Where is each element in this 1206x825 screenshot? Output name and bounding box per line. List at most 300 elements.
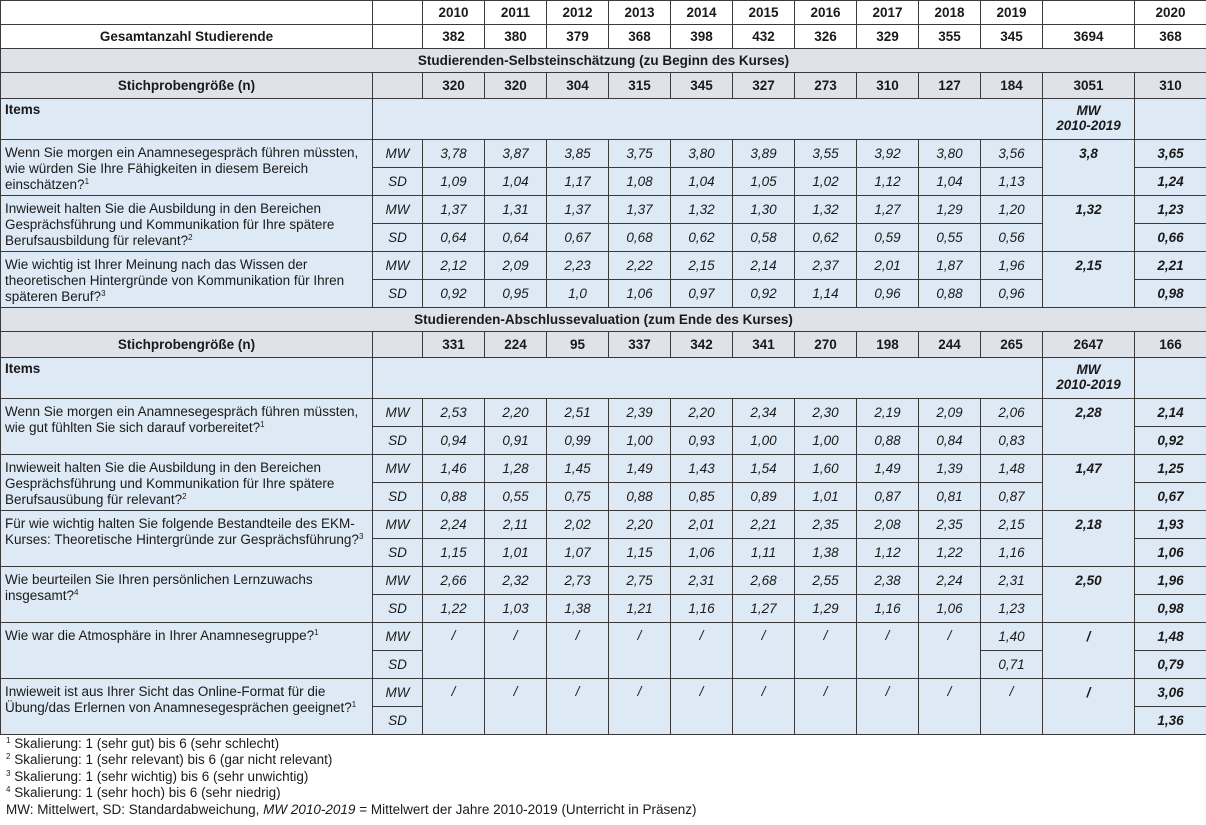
- legend-note: MW: Mittelwert, SD: Standardabweichung, MW 2010-2019 = Mittelwert der Jahre 2010-2019 (Unterricht in Präsenz): [6, 801, 697, 817]
- sd-value: 0,94: [423, 427, 485, 455]
- mw-value: 1,49: [609, 455, 671, 483]
- sd-value: 0,88: [919, 280, 981, 308]
- mw-value: /: [609, 623, 671, 679]
- mw-value: /: [423, 623, 485, 679]
- sd-value: 0,88: [423, 483, 485, 511]
- sample-sum: 2647: [1043, 332, 1135, 358]
- mw-value: /: [733, 679, 795, 735]
- sample-value: 310: [857, 73, 919, 99]
- mw-value: 2,32: [485, 567, 547, 595]
- mw-value: 2,68: [733, 567, 795, 595]
- mw-value: /: [485, 679, 547, 735]
- mw-value: 2,55: [795, 567, 857, 595]
- sd-value: 0,56: [981, 224, 1043, 252]
- mw-value: 2,23: [547, 252, 609, 280]
- sd-value: 1,21: [609, 595, 671, 623]
- sample-value: 345: [671, 73, 733, 99]
- mw-value: /: [423, 679, 485, 735]
- total-sum: 3694: [1043, 25, 1135, 49]
- mw-value: 2,22: [609, 252, 671, 280]
- mw-value: 3,92: [857, 140, 919, 168]
- mw-value: 1,43: [671, 455, 733, 483]
- sd-value: 1,15: [423, 539, 485, 567]
- sample-last: 166: [1135, 332, 1206, 358]
- mw-value: 2,51: [547, 399, 609, 427]
- total-value: 355: [919, 25, 981, 49]
- mw-value: 1,37: [609, 196, 671, 224]
- section-title-row: [1, 308, 1206, 332]
- mw-value: 3,55: [795, 140, 857, 168]
- mw-value: 3,80: [671, 140, 733, 168]
- mw-value: 2,31: [981, 567, 1043, 595]
- sd-value: 0,64: [485, 224, 547, 252]
- sd-value: 1,01: [485, 539, 547, 567]
- mw-average: 2,15: [1043, 252, 1135, 308]
- sd-value: 1,00: [795, 427, 857, 455]
- total-value: 329: [857, 25, 919, 49]
- mw-value: 1,37: [423, 196, 485, 224]
- question-mw-row: [1, 455, 1206, 483]
- sd-value: 0,93: [671, 427, 733, 455]
- question-text: Wie war die Atmosphäre in Ihrer Anamnesegruppe?$^1$: [1, 623, 373, 679]
- sd-value: 1,00: [733, 427, 795, 455]
- footnote-1: $^1$ Skalierung: 1 (sehr gut) bis 6 (sehr schlecht): [6, 736, 280, 751]
- year-header: 2010: [423, 1, 485, 25]
- sd-value: 1,16: [981, 539, 1043, 567]
- mw-value: /: [857, 679, 919, 735]
- sd-value: 0,59: [857, 224, 919, 252]
- mw-value: 2,66: [423, 567, 485, 595]
- mw-value: /: [795, 623, 857, 679]
- footnote-marker: 1: [260, 420, 265, 429]
- mw-average-header: MW 2010-2019: [1043, 358, 1135, 399]
- mw-value: /: [795, 679, 857, 735]
- sd-value: 1,22: [423, 595, 485, 623]
- sd-2020: 0,66: [1135, 224, 1206, 252]
- year-header: 2017: [857, 1, 919, 25]
- sd-value: 0,88: [609, 483, 671, 511]
- sd-value: 0,55: [485, 483, 547, 511]
- sd-value: 1,05: [733, 168, 795, 196]
- mw-value: /: [981, 679, 1043, 735]
- sd-value: 0,96: [981, 280, 1043, 308]
- footnote-marker: 1: [84, 177, 90, 186]
- question-text: Wenn Sie morgen ein Anamnesegespräch führen müssten, wie gut fühlten Sie sich darauf vorbereitet?$^1$: [1, 399, 373, 455]
- mw-value: 1,30: [733, 196, 795, 224]
- mw-value: 1,46: [423, 455, 485, 483]
- sample-value: 341: [733, 332, 795, 358]
- sample-row: [1, 73, 1206, 99]
- mw-value: /: [671, 679, 733, 735]
- sd-value: 0,84: [919, 427, 981, 455]
- sd-value: 0,67: [547, 224, 609, 252]
- header-blank: [373, 1, 423, 25]
- sd-value: 1,15: [609, 539, 671, 567]
- footnote-marker: 1: [314, 628, 319, 637]
- sample-value: 342: [671, 332, 733, 358]
- mw-label: MW: [373, 196, 423, 224]
- year-header: 2016: [795, 1, 857, 25]
- year-header: 2015: [733, 1, 795, 25]
- sd-value: 1,16: [671, 595, 733, 623]
- mw-value: /: [485, 623, 547, 679]
- sd-value: 1,04: [485, 168, 547, 196]
- mw-value: 2,12: [423, 252, 485, 280]
- mw-value: 2,30: [795, 399, 857, 427]
- mw-value: /: [919, 679, 981, 735]
- total-last: 368: [1135, 25, 1206, 49]
- mw-value: /: [857, 623, 919, 679]
- mw-average: /: [1043, 623, 1135, 679]
- sd-value: 1,38: [795, 539, 857, 567]
- sd-value: 1,29: [795, 595, 857, 623]
- items-header-row: [1, 99, 1206, 140]
- mw-value: /: [609, 679, 671, 735]
- mw-value: 1,54: [733, 455, 795, 483]
- mw-label: MW: [373, 679, 423, 707]
- question-text: Inwieweit halten Sie die Ausbildung in den Bereichen Gesprächsführung und Kommunikation für Ihre spätere Berufsausübung für relevant?$^2$: [1, 455, 373, 511]
- mw-value: 2,15: [671, 252, 733, 280]
- mw-value: 2,09: [919, 399, 981, 427]
- mw-value: /: [919, 623, 981, 679]
- sd-value: 0,81: [919, 483, 981, 511]
- sample-value: 337: [609, 332, 671, 358]
- sample-value: 244: [919, 332, 981, 358]
- mw-value: 1,20: [981, 196, 1043, 224]
- sd-2020: 1,24: [1135, 168, 1206, 196]
- sd-value: 1,00: [609, 427, 671, 455]
- mw-value: 2,73: [547, 567, 609, 595]
- mw-value: 1,87: [919, 252, 981, 280]
- mw-value: 2,15: [981, 511, 1043, 539]
- sd-2020: 0,79: [1135, 651, 1206, 679]
- total-value: 380: [485, 25, 547, 49]
- sd-value: 1,04: [919, 168, 981, 196]
- sd-value: 0,68: [609, 224, 671, 252]
- total-value: 345: [981, 25, 1043, 49]
- sample-value: 320: [423, 73, 485, 99]
- sd-value: 1,02: [795, 168, 857, 196]
- sd-label: SD: [373, 483, 423, 511]
- footnote-marker: 2: [188, 233, 193, 242]
- mw-average: 2,50: [1043, 567, 1135, 623]
- sd-value: 0,55: [919, 224, 981, 252]
- sample-label: Stichprobengröße (n): [1, 332, 373, 358]
- sd-value: 0,96: [857, 280, 919, 308]
- sd-value: 0,75: [547, 483, 609, 511]
- header-blank: [1043, 1, 1135, 25]
- section-title: Studierenden-Abschlussevaluation (zum Ende des Kurses): [1, 308, 1206, 332]
- year-header: 2011: [485, 1, 547, 25]
- mw-value: 3,87: [485, 140, 547, 168]
- mw-value: 2,09: [485, 252, 547, 280]
- sample-value: 184: [981, 73, 1043, 99]
- mw-value: 1,27: [857, 196, 919, 224]
- mw-value: 2,11: [485, 511, 547, 539]
- mw-value: 2,02: [547, 511, 609, 539]
- sd-value: 1,06: [671, 539, 733, 567]
- sd-value: 1,04: [671, 168, 733, 196]
- sd-value: 1,13: [981, 168, 1043, 196]
- sd-2020: 0,67: [1135, 483, 1206, 511]
- footnote-2: $^2$ Skalierung: 1 (sehr relevant) bis 6 (gar nicht relevant): [6, 752, 333, 768]
- sd-2020: 0,98: [1135, 595, 1206, 623]
- sd-value: 1,08: [609, 168, 671, 196]
- footnote-4: $^4$ Skalierung: 1 (sehr hoch) bis 6 (sehr niedrig): [6, 785, 281, 801]
- sd-value: 1,0: [547, 280, 609, 308]
- question-mw-row: [1, 567, 1206, 595]
- sd-label: SD: [373, 539, 423, 567]
- sd-value: 0,92: [733, 280, 795, 308]
- mw-label: MW: [373, 140, 423, 168]
- mw-label: MW: [373, 399, 423, 427]
- sd-value: 1,17: [547, 168, 609, 196]
- sd-value: 1,03: [485, 595, 547, 623]
- header-blank: [1, 1, 373, 25]
- section-title-row: [1, 49, 1206, 73]
- items-header-row: [1, 358, 1206, 399]
- sd-value: 1,14: [795, 280, 857, 308]
- question-mw-row: [1, 196, 1206, 224]
- mw-value: 1,96: [981, 252, 1043, 280]
- mw-value: 2,37: [795, 252, 857, 280]
- mw-value: 2,19: [857, 399, 919, 427]
- mw-value: 3,78: [423, 140, 485, 168]
- year-header: 2019: [981, 1, 1043, 25]
- mw-2020: 1,48: [1135, 623, 1206, 651]
- sample-row: [1, 332, 1206, 358]
- sd-label: SD: [373, 280, 423, 308]
- footnotes: [0, 735, 1206, 818]
- sample-value: 95: [547, 332, 609, 358]
- mw-value: 1,32: [671, 196, 733, 224]
- sd-value: 1,16: [857, 595, 919, 623]
- question-mw-row: [1, 399, 1206, 427]
- sample-label: Stichprobengröße (n): [1, 73, 373, 99]
- sd-value: 0,83: [981, 427, 1043, 455]
- mw-2020: 2,14: [1135, 399, 1206, 427]
- mw-value: 3,80: [919, 140, 981, 168]
- mw-value: 2,53: [423, 399, 485, 427]
- sd-2020: 1,36: [1135, 707, 1206, 735]
- mw-value: 3,56: [981, 140, 1043, 168]
- footnote-marker: 3: [101, 289, 106, 298]
- sample-value: 273: [795, 73, 857, 99]
- mw-value: 2,21: [733, 511, 795, 539]
- question-text: Wenn Sie morgen ein Anamnesegespräch führen müssten, wie würden Sie Ihre Fähigkeiten in diesem Bereich einschätzen?$^1$: [1, 140, 373, 196]
- mw-value: 2,01: [671, 511, 733, 539]
- sd-value: 0,89: [733, 483, 795, 511]
- section-title: Studierenden-Selbsteinschätzung (zu Beginn des Kurses): [1, 49, 1206, 73]
- sd-value: 1,11: [733, 539, 795, 567]
- sample-last: 310: [1135, 73, 1206, 99]
- mw-value: /: [547, 679, 609, 735]
- sd-label: SD: [373, 168, 423, 196]
- mw-value: 2,34: [733, 399, 795, 427]
- mw-2020: 3,06: [1135, 679, 1206, 707]
- mw-value: 2,14: [733, 252, 795, 280]
- mw-value: 1,28: [485, 455, 547, 483]
- year-header: 2020: [1135, 1, 1206, 25]
- mw-label: MW: [373, 455, 423, 483]
- mw-value: 1,40: [981, 623, 1043, 651]
- sd-2020: 1,06: [1135, 539, 1206, 567]
- sd-value: 0,87: [981, 483, 1043, 511]
- mw-value: 2,38: [857, 567, 919, 595]
- year-header: 2014: [671, 1, 733, 25]
- year-header: 2012: [547, 1, 609, 25]
- sd-value: 1,06: [919, 595, 981, 623]
- sample-value: 265: [981, 332, 1043, 358]
- sd-value: 0,88: [857, 427, 919, 455]
- sd-value: 0,62: [795, 224, 857, 252]
- items-label: Items: [1, 99, 373, 140]
- sd-value: 1,27: [733, 595, 795, 623]
- sample-value: 198: [857, 332, 919, 358]
- sample-value: 327: [733, 73, 795, 99]
- footnote-3: $^3$ Skalierung: 1 (sehr wichtig) bis 6 (sehr unwichtig): [6, 768, 309, 784]
- sd-value: 0,58: [733, 224, 795, 252]
- sd-value: 0,87: [857, 483, 919, 511]
- question-mw-row: [1, 252, 1206, 280]
- mw-label: MW: [373, 252, 423, 280]
- footnote-marker: 4: [74, 588, 79, 597]
- sd-label: SD: [373, 224, 423, 252]
- sd-value: 0,71: [981, 651, 1043, 679]
- sd-label: SD: [373, 651, 423, 679]
- question-text: Wie beurteilen Sie Ihren persönlichen Lernzuwachs insgesamt?$^4$: [1, 567, 373, 623]
- question-mw-row: [1, 679, 1206, 707]
- sd-2020: 0,92: [1135, 427, 1206, 455]
- mw-label: MW: [373, 623, 423, 651]
- mw-2020: 1,93: [1135, 511, 1206, 539]
- mw-value: 3,89: [733, 140, 795, 168]
- mw-value: 2,24: [919, 567, 981, 595]
- mw-2020: 1,96: [1135, 567, 1206, 595]
- question-mw-row: [1, 511, 1206, 539]
- mw-average: 2,28: [1043, 399, 1135, 455]
- sd-value: 0,97: [671, 280, 733, 308]
- sd-value: 0,64: [423, 224, 485, 252]
- sd-value: 0,95: [485, 280, 547, 308]
- blank-cell: [373, 99, 1043, 140]
- mw-value: 1,39: [919, 455, 981, 483]
- mw-value: 2,20: [609, 511, 671, 539]
- mw-average: 3,8: [1043, 140, 1135, 196]
- mw-2020: 1,25: [1135, 455, 1206, 483]
- blank-cell: [373, 25, 423, 49]
- year-header: 2018: [919, 1, 981, 25]
- question-mw-row: [1, 623, 1206, 651]
- items-label: Items: [1, 358, 373, 399]
- sd-value: 1,12: [857, 539, 919, 567]
- mw-value: 2,01: [857, 252, 919, 280]
- mw-value: 1,45: [547, 455, 609, 483]
- mw-value: 2,35: [795, 511, 857, 539]
- mw-value: 1,32: [795, 196, 857, 224]
- sample-value: 270: [795, 332, 857, 358]
- mw-average: 2,18: [1043, 511, 1135, 567]
- footnote-marker: 1: [351, 700, 357, 709]
- mw-label: MW: [373, 567, 423, 595]
- mw-value: 2,20: [671, 399, 733, 427]
- mw-value: 2,06: [981, 399, 1043, 427]
- year-header: 2013: [609, 1, 671, 25]
- total-value: 398: [671, 25, 733, 49]
- sd-value: 1,07: [547, 539, 609, 567]
- mw-value: /: [547, 623, 609, 679]
- mw-label: MW: [373, 511, 423, 539]
- mw-2020: 2,21: [1135, 252, 1206, 280]
- total-value: 379: [547, 25, 609, 49]
- mw-2020: 1,23: [1135, 196, 1206, 224]
- question-mw-row: [1, 140, 1206, 168]
- sd-label: SD: [373, 707, 423, 735]
- blank-cell: [373, 332, 423, 358]
- sd-value: 1,06: [609, 280, 671, 308]
- sd-label: SD: [373, 427, 423, 455]
- sample-value: 320: [485, 73, 547, 99]
- sd-value: 1,12: [857, 168, 919, 196]
- sample-value: 331: [423, 332, 485, 358]
- sample-value: 304: [547, 73, 609, 99]
- sd-label: SD: [373, 595, 423, 623]
- mw-value: 2,20: [485, 399, 547, 427]
- mw-average: /: [1043, 679, 1135, 735]
- total-value: 326: [795, 25, 857, 49]
- mw-value: 2,24: [423, 511, 485, 539]
- mw-value: 1,29: [919, 196, 981, 224]
- question-text: Für wie wichtig halten Sie folgende Bestandteile des EKM-Kurses: Theoretische Hintergründe zur Gesprächsführung?$^3$: [1, 511, 373, 567]
- mw-value: 1,60: [795, 455, 857, 483]
- mw-value: 3,75: [609, 140, 671, 168]
- sd-value: 1,23: [981, 595, 1043, 623]
- mw-value: 1,37: [547, 196, 609, 224]
- mw-value: /: [671, 623, 733, 679]
- sample-value: 315: [609, 73, 671, 99]
- total-row: [1, 25, 1206, 49]
- blank-cell: [1135, 358, 1206, 399]
- sample-value: 127: [919, 73, 981, 99]
- total-value: 368: [609, 25, 671, 49]
- mw-average: 1,47: [1043, 455, 1135, 511]
- mw-value: 2,75: [609, 567, 671, 595]
- sd-value: 0,91: [485, 427, 547, 455]
- sd-value: 1,09: [423, 168, 485, 196]
- sample-sum: 3051: [1043, 73, 1135, 99]
- total-value: 432: [733, 25, 795, 49]
- sd-value: 0,85: [671, 483, 733, 511]
- blank-cell: [373, 358, 1043, 399]
- sd-2020: 0,98: [1135, 280, 1206, 308]
- mw-average: 1,32: [1043, 196, 1135, 252]
- mw-value: 2,39: [609, 399, 671, 427]
- header-row: [1, 1, 1206, 25]
- mw-value: 2,35: [919, 511, 981, 539]
- total-label: Gesamtanzahl Studierende: [1, 25, 373, 49]
- mw-2020: 3,65: [1135, 140, 1206, 168]
- sd-value: 0,62: [671, 224, 733, 252]
- mw-value: 1,31: [485, 196, 547, 224]
- sample-value: 224: [485, 332, 547, 358]
- mw-value: 2,08: [857, 511, 919, 539]
- sd-value: 1,38: [547, 595, 609, 623]
- total-value: 382: [423, 25, 485, 49]
- footnote-marker: 3: [358, 532, 364, 541]
- mw-value: 2,31: [671, 567, 733, 595]
- mw-value: /: [733, 623, 795, 679]
- sd-value: 1,01: [795, 483, 857, 511]
